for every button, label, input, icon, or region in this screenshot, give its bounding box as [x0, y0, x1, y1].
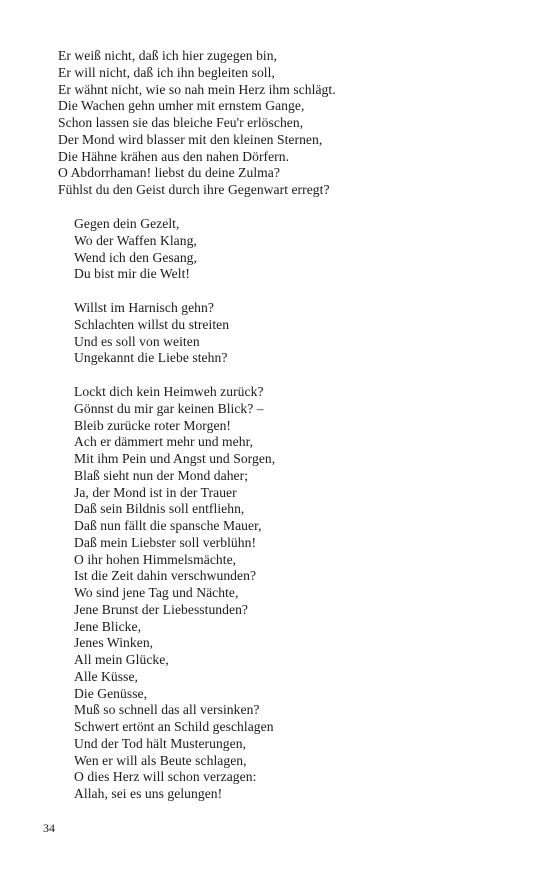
poem-line: Er will nicht, daß ich ihn begleiten soll, [58, 64, 275, 80]
poem-line: Ungekannt die Liebe stehn? [74, 350, 228, 366]
poem-line: Er wähnt nicht, wie so nah mein Herz ihm schlägt. [58, 81, 336, 97]
poem-line: Allah, sei es uns gelungen! [74, 786, 223, 801]
poem-line: O ihr hohen Himmelsmächte, [74, 551, 237, 567]
poem-line: Du bist mir die Welt! [74, 266, 190, 282]
poem-line: Ach er dämmert mehr und mehr, [74, 434, 254, 450]
poem-line: Schon lassen sie das bleiche Feu'r erlöschen, [58, 115, 304, 130]
poem-line: Blaß sieht nun der Mond daher; [74, 467, 249, 483]
poem-line: O dies Herz will schon verzagen: [74, 769, 257, 785]
poem-line: Ja, der Mond ist in der Trauer [74, 484, 237, 500]
stanza-song-3 [74, 384, 275, 803]
poem-line: Schwert ertönt an Schild geschlagen [74, 719, 274, 734]
poem-line: Alle Küsse, [74, 668, 138, 684]
poem-line: Und es soll von weiten [74, 333, 200, 349]
poem-line: Fühlst du den Geist durch ihre Gegenwart erregt? [58, 182, 330, 197]
poem-line: Jenes Winken, [74, 635, 154, 651]
poem-line: Die Genüsse, [74, 685, 148, 701]
poem-line: Willst im Harnisch gehn? [74, 300, 214, 315]
poem-line: Muß so schnell das all versinken? [74, 702, 260, 718]
poem-line: Und der Tod hält Musterungen, [74, 735, 247, 751]
poem-line: Wen er will als Beute schlagen, [74, 752, 247, 768]
poem-line: Wo der Waffen Klang, [74, 232, 197, 248]
poem-line: Die Wachen gehn umher mit ernstem Gange, [58, 98, 305, 114]
stanza-song-2 [74, 300, 229, 367]
stanza-song-1 [74, 216, 197, 283]
poem-line: Ist die Zeit dahin verschwunden? [74, 568, 257, 584]
poem-line: Gegen dein Gezelt, [74, 216, 180, 231]
poem-line: Jene Brunst der Liebesstunden? [74, 601, 249, 617]
poem-line: Der Mond wird blasser mit den kleinen Sternen, [58, 131, 323, 147]
poem-line: Schlachten willst du streiten [74, 316, 230, 332]
poem-line: Daß sein Bildnis soll entfliehn, [74, 501, 245, 517]
poem-line: Wend ich den Gesang, [74, 249, 197, 265]
poem-line: Jene Blicke, [74, 618, 142, 634]
poem-line: Mit ihm Pein und Angst und Sorgen, [74, 451, 276, 466]
poem-line: All mein Glücke, [74, 652, 169, 667]
poem-line: O Abdorrhaman! liebst du deine Zulma? [58, 165, 280, 181]
poem-line: Bleib zurücke roter Morgen! [74, 417, 231, 433]
poem-line: Daß mein Liebster soll verblühn! [74, 534, 257, 550]
poem-line: Die Hähne krähen aus den nahen Dörfern. [58, 148, 290, 164]
poem-line: Daß nun fällt die spansche Mauer, [74, 518, 262, 533]
poem-line: Er weiß nicht, daß ich hier zugegen bin, [58, 48, 278, 63]
page-number: 34 [43, 821, 55, 835]
poem-line: Gönnst du mir gar keinen Blick? – [74, 400, 264, 416]
poem-line: Wo sind jene Tag und Nächte, [74, 585, 239, 600]
poem-line: Lockt dich kein Heimweh zurück? [74, 384, 264, 399]
stanza-intro [58, 48, 336, 199]
